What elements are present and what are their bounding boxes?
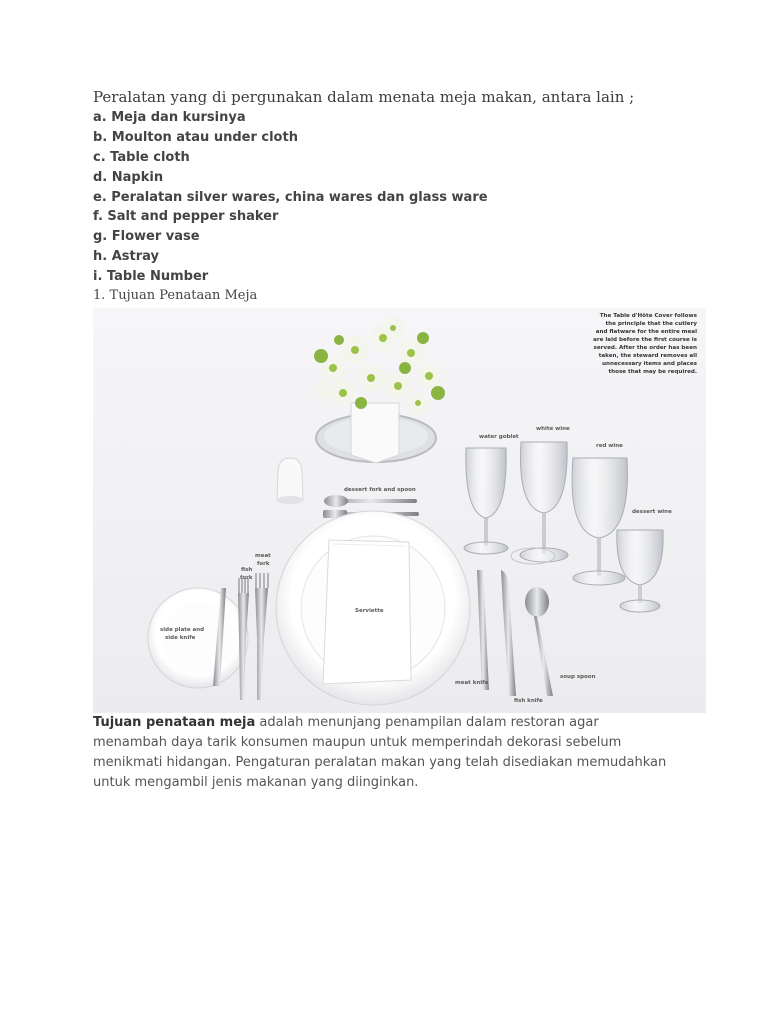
- label-meat-fork: fork: [257, 561, 270, 567]
- section-heading: 1. Tujuan Penataan Meja: [93, 288, 258, 303]
- paragraph-bold: Tujuan penataan meja: [93, 715, 256, 730]
- intro-heading: Peralatan yang di pergunakan dalam menata meja makan, antara lain ;: [93, 88, 635, 106]
- note-line: served. After the order has been: [593, 345, 697, 351]
- list-item: i. Table Number: [93, 269, 209, 285]
- label-fish-knife: fish knife: [514, 698, 543, 704]
- label-side-plate: side plate and: [160, 627, 205, 633]
- table-setting-illustration: [93, 308, 706, 713]
- label-red-wine: red wine: [596, 443, 623, 449]
- note-line: are laid before the first course is: [593, 337, 697, 343]
- list-item: g. Flower vase: [93, 229, 200, 245]
- table-setting-photo: [93, 308, 706, 713]
- side-plate: [148, 588, 248, 688]
- body-paragraph: [93, 713, 673, 793]
- list-item: a. Meja dan kursinya: [93, 110, 246, 125]
- note-line: and flatware for the entire meal: [595, 329, 697, 335]
- note-line: taken, the steward removes all: [598, 353, 697, 359]
- list-item: b. Moulton atau under cloth: [93, 129, 298, 145]
- salt-shaker: [277, 458, 303, 504]
- label-water-goblet: water goblet: [479, 434, 519, 440]
- label-fish-fork: fish: [241, 567, 253, 573]
- label-dessert-fork-spoon: dessert fork and spoon: [344, 487, 416, 493]
- note-line: the principle that the cutlery: [605, 321, 697, 327]
- note-line: The Table d'Hôte Cover follows: [599, 313, 697, 319]
- list-item: h. Astray: [93, 249, 159, 265]
- paragraph-rest: adalah menunjang penampilan dalam restoran agar menambah daya tarik konsumen maupun untuk memperindah dekorasi sebelum menikmati hidangan. Pengaturan peralatan makan yang telah disediakan memudahkan untuk mengambil jenis makanan yang diinginkan.: [93, 715, 667, 790]
- label-fish-fork: fork: [240, 575, 253, 581]
- list-item: e. Peralatan silver wares, china wares dan glass ware: [93, 189, 488, 205]
- equipment-list: [93, 108, 488, 287]
- label-white-wine: white wine: [536, 426, 570, 432]
- note-line: those that may be required.: [608, 369, 697, 375]
- label-serviette: Serviette: [355, 608, 384, 614]
- list-item: d. Napkin: [93, 169, 164, 185]
- label-soup-spoon: soup spoon: [560, 674, 596, 680]
- list-item: f. Salt and pepper shaker: [93, 209, 279, 225]
- list-item: c. Table cloth: [93, 149, 190, 165]
- label-meat-fork: meat: [255, 553, 271, 559]
- label-dessert-wine: dessert wine: [632, 509, 672, 515]
- label-meat-knife: meat knife: [455, 680, 489, 686]
- note-line: unnecessary items and places: [602, 361, 697, 367]
- label-side-plate: side knife: [165, 635, 196, 641]
